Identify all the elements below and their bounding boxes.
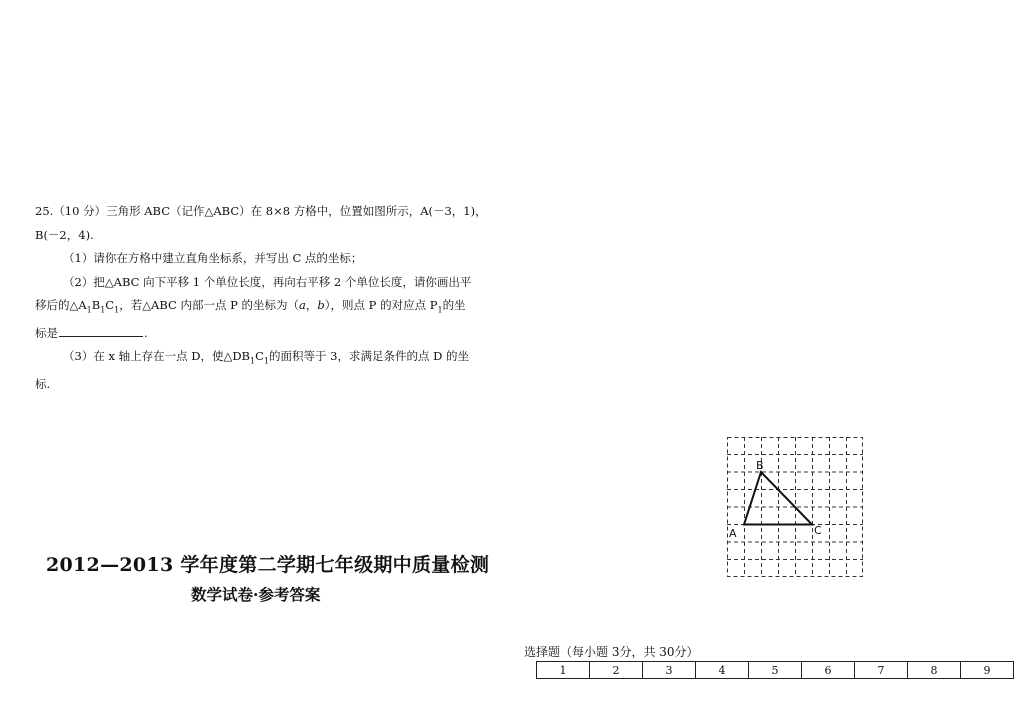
subscript: 1 (114, 305, 120, 315)
grid-triangle-figure (727, 437, 863, 577)
question-2-answer-line (35, 322, 505, 346)
question-3 (35, 345, 505, 373)
subscript: 1 (86, 305, 92, 315)
question-number-cell: 3 (643, 662, 696, 679)
question-number-cell: 9 (961, 662, 1014, 679)
subscript: 1 (437, 305, 443, 315)
problem-line-1: 25.（10 分）三角形 ABC（记作△ABC）在 8×8 方格中，位置如图所示，A(－3，1)， (35, 204, 487, 218)
text: . (144, 325, 148, 340)
question-number-cell: 4 (696, 662, 749, 679)
answer-table (536, 661, 1014, 679)
question-number-cell: 7 (855, 662, 908, 679)
text: 的坐 (442, 298, 466, 312)
question-2: （2）把△ABC 向下平移 1 个单位长度，再向右平移 2 个单位长度，请你画出平 (63, 274, 472, 289)
question-number-cell: 6 (802, 662, 855, 679)
question-number-cell: 1 (537, 662, 590, 679)
text: C (105, 298, 115, 312)
label-c: C (814, 524, 822, 537)
text: 标是 (35, 325, 58, 340)
variable-a: a (299, 298, 306, 312)
text: 移后的△A (35, 298, 87, 312)
question-number-cell: 8 (908, 662, 961, 679)
label-b: B (756, 459, 764, 472)
text: ），则点 P 的对应点 P (324, 298, 438, 312)
choice-section-heading: 选择题（每小题 3分，共 30分） (524, 645, 699, 659)
question-2-continued (35, 294, 505, 322)
question-1: （1）请你在方格中建立直角坐标系，并写出 C 点的坐标； (63, 251, 363, 265)
grid-svg (727, 437, 863, 577)
question-3-continued: 标. (35, 377, 51, 392)
subscript: 1 (263, 356, 270, 366)
variable-b: b (317, 298, 325, 312)
text: ，若△ABC 内部一点 P 的坐标为（ (119, 298, 300, 312)
subscript: 1 (250, 356, 256, 366)
question-number-cell: 2 (590, 662, 643, 679)
problem-line-2: B(－2，4). (35, 227, 94, 242)
exam-subtitle: 数学试卷·参考答案 (191, 585, 321, 604)
answer-blank (59, 323, 143, 337)
text: 的面积等于 3，求满足条件的点 D 的坐 (269, 349, 470, 364)
text: （3）在 x 轴上存在一点 D，使△DB (63, 349, 251, 364)
question-number-cell: 5 (749, 662, 802, 679)
text: B (91, 298, 101, 312)
subscript: 1 (100, 305, 106, 315)
answer-table-header-row (537, 662, 1014, 679)
text: ， (305, 298, 318, 312)
label-a: A (729, 527, 737, 540)
exam-title: 2012—2013 学年度第二学期七年级期中质量检测 (46, 554, 490, 576)
problem-25 (35, 200, 505, 397)
text: C (255, 349, 264, 364)
